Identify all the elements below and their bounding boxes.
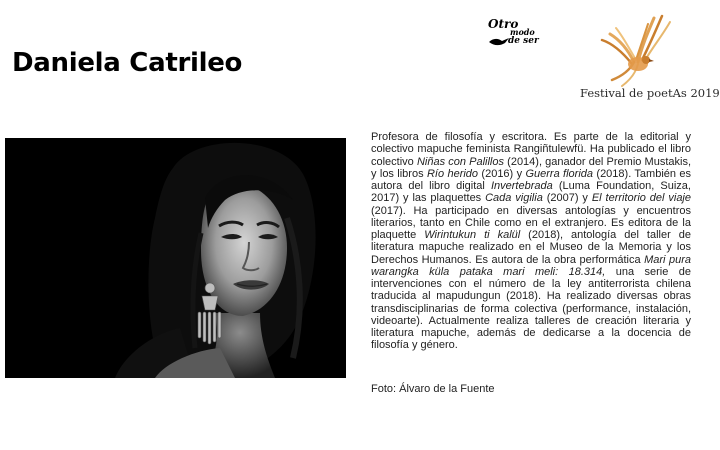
bio-text: Profesora de filosofía y escritora. Es parte de la editorial y colectivo mapuche feminista Rangiñtulewfü. Ha publicado el libro colectivo <box>371 131 691 168</box>
bio-title: Cada vigilia <box>485 192 543 205</box>
bio-text: (2018). También es autora del libro digital <box>371 167 691 192</box>
bio-text: (2014), ganador del Premio Mustakis, y los libros <box>371 155 691 180</box>
bio-title: Invertebrada <box>490 180 553 192</box>
biography-text <box>371 131 691 381</box>
bio-title: Mari pura warangka küla pataka mari meli: 18.314, <box>371 253 691 278</box>
bio-title: Niñas con Palillos <box>416 155 504 168</box>
festival-bird-logo <box>592 10 682 90</box>
bio-title: Guerra florida <box>525 167 594 180</box>
bio-text: (2017). Ha participado en diversas antologías y encuentros literarios, tanto en Chile como en el extranjero. Es editora de la plaquette <box>371 204 691 241</box>
bio-title: Wirintukun ti kalül <box>424 229 521 241</box>
page-title: Daniela Catrileo <box>12 48 243 78</box>
bio-text: (Luma Foundation, Suiza, 2017) y las plaquettes <box>371 180 691 205</box>
bio-title: El territorio del viaje <box>591 192 691 205</box>
bio-text: (2018), antología del taller de literatura mapuche realizado en el Museo de la Memoria y los Derechos Humanos. Es autora de la obra performática <box>371 229 691 266</box>
logo-text-modo: modo <box>510 27 535 37</box>
bird-silhouette-icon <box>488 36 510 48</box>
logo-text-de-ser: de ser <box>508 36 539 46</box>
photo-credit: Foto: Álvaro de la Fuente <box>371 383 495 395</box>
portrait-photo <box>5 138 346 378</box>
festival-label: Festival de poetAs 2019 <box>580 86 720 100</box>
logo-text-otro: Otro <box>488 17 519 31</box>
bio-title: Río herido <box>426 167 479 180</box>
bio-text: (2016) y <box>478 167 526 180</box>
bio-text: una serie de intervenciones con el número de la ley antiterrorista chilena traducida al mapudungun (2018). Ha realizado diversas obras transdisciplinarias de forma colectiva (performance, instalación, videoarte). Actualmente realiza talleres de creación literaria y literatura mapuche, además de dedicarse a la docencia de filosofía y género. <box>371 265 691 352</box>
bio-text: (2007) y <box>542 192 592 205</box>
publisher-logo <box>488 14 539 54</box>
